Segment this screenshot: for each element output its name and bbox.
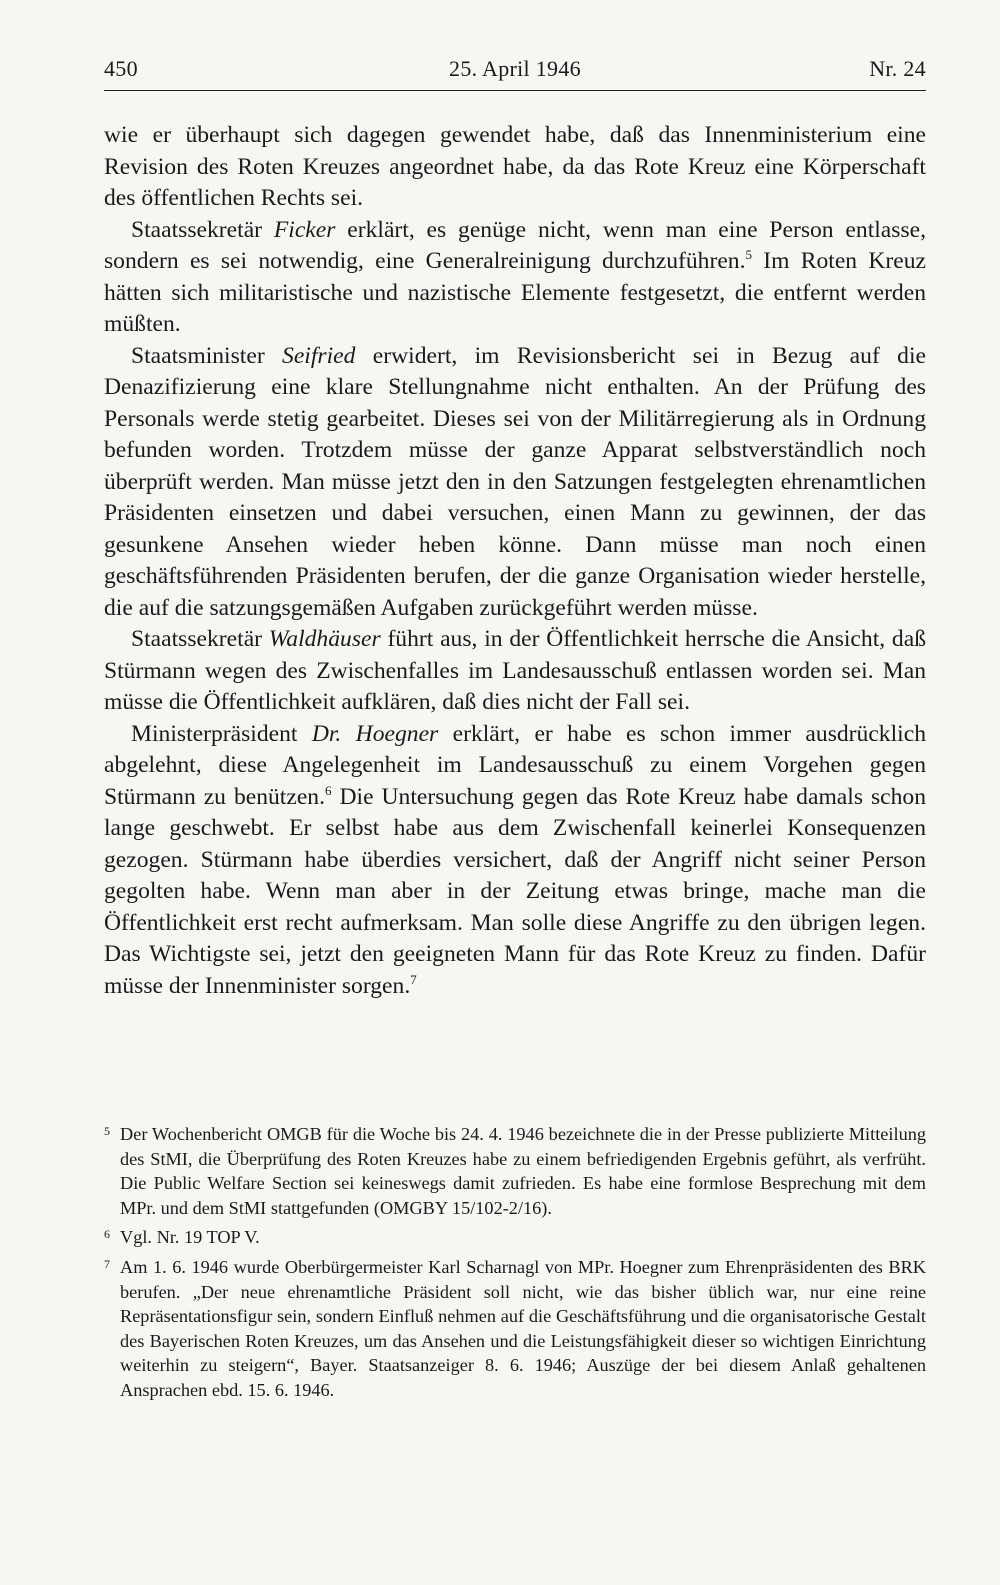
footnote-number: 7 [104, 1256, 110, 1271]
footnote-ref: 5 [745, 247, 752, 262]
speaker-name: Seifried [282, 342, 356, 369]
paragraph [104, 624, 926, 719]
paragraph-text: Die Untersuchung gegen das Rote Kreuz habe damals schon lange geschwebt. Er selbst habe aus dem Zwischenfall keinerlei Konsequenzen gezogen. Stürmann habe überdies versichert, daß der Angriff nicht seiner Person gegolten habe. Wenn man aber in der Zeitung etwas bringe, mache man die Öffentlichkeit erst recht aufmerksam. Man solle diese Angriffe zu den übrigen legen. Das Wichtigste sei, jetzt den geeigneten Mann für das Rote Kreuz zu finden. Dafür müsse der Innenminister sorgen. [104, 783, 927, 999]
header-date: 25. April 1946 [449, 56, 581, 81]
running-header [104, 56, 926, 91]
footnote-ref: 6 [325, 782, 332, 798]
paragraph-text: Ministerpräsident [131, 720, 312, 747]
speaker-name: Dr. Hoegner [311, 720, 439, 747]
paragraph-text: erwidert, im Revisionsbericht sei in Bezug auf die Denazifizierung eine klare Stellungnahme nicht enthalten. An der Prüfung des Personals werde stetig gearbeitet. Dieses sei von der Militärregierung als in Ordnung befunden worden. Trotzdem müsse der ganze Apparat selbstverständlich noch überprüft werden. Man müsse jetzt den in den Satzungen festgelegten ehrenamtlichen Präsidenten einsetzen und dabei versuchen, einen Mann zu gewinnen, der das gesunkene Ansehen wieder heben könne. Dann müsse man noch einen geschäftsführenden Präsidenten berufen, der die ganze Organisation wieder herstelle, die auf die satzungsgemäßen Aufgaben zurückgeführt werden müsse. [104, 342, 926, 621]
footnote-ref: 7 [410, 971, 417, 987]
main-text [104, 120, 926, 1002]
paragraph-text: wie er überhaupt sich dagegen gewendet habe, daß das Innenministerium eine Revision des Roten Kreuzes angeordnet habe, da das Rote Kreuz eine Körperschaft des öffentlichen Rechts sei. [104, 122, 926, 211]
paragraph-text: Staatssekretär [131, 216, 274, 243]
paragraph [104, 120, 926, 215]
footnote-text: Am 1. 6. 1946 wurde Oberbürgermeister Karl Scharnagl von MPr. Hoegner zum Ehrenpräsidenten des BRK berufen. „Der neue ehrenamtliche Präsident soll nicht, wie das bisher üblich war, nur eine reine Repräsentationsfigur sein, sondern Einfluß nehmen auf die Geschäftsführung und die organisatorische Gestalt des Bayerischen Roten Kreuzes, um das Ansehen und die Leistungsfähigkeit dieser so wichtigen Einrichtung weiterhin zu steigern“, Bayer. Staatsanzeiger 8. 6. 1946; Auszüge der bei diesem Anlaß gehaltenen Ansprachen ebd. 15. 6. 1946. [120, 1256, 926, 1400]
footnote [104, 1255, 926, 1403]
paragraph-text: Im Roten Kreuz hätten sich militaristische und nazistische Elemente festgesetzt, die entfernt werden müßten. [104, 248, 926, 337]
document-number: Nr. 24 [869, 56, 926, 81]
footnote [104, 1225, 926, 1250]
footnote-number: 5 [104, 1124, 110, 1138]
paragraph-text: Staatsminister [131, 342, 283, 369]
footnote-text: Vgl. Nr. 19 TOP V. [120, 1227, 260, 1248]
paragraph [104, 719, 926, 1003]
paragraph-text: Staatssekretär [131, 626, 269, 652]
speaker-name: Waldhäuser [268, 626, 381, 652]
paragraph [104, 341, 926, 625]
paragraph-text: erklärt, er habe es schon immer ausdrücklich abgelehnt, diese Angelegenheit im Landesausschuß zu einem Vorgehen gegen Stürmann zu benützen. [104, 720, 926, 810]
footnote [104, 1122, 926, 1220]
paragraph [104, 215, 926, 341]
speaker-name: Ficker [273, 216, 336, 243]
page-number: 450 [104, 56, 138, 81]
paragraph-text: führt aus, in der Öffentlichkeit herrsche die Ansicht, daß Stürmann wegen des Zwischenfalles im Landesausschuß entlassen worden sei. Man müsse die Öffentlichkeit aufklären, daß dies nicht der Fall sei. [104, 626, 926, 715]
footnotes [104, 1122, 926, 1408]
paragraph-text: erklärt, es genüge nicht, wenn man eine Person entlasse, sondern es sei notwendig, eine Generalreinigung durchzuführen. [104, 216, 927, 274]
footnote-text: Der Wochenbericht OMGB für die Woche bis 24. 4. 1946 bezeichnete die in der Presse publizierte Mitteilung des StMI, die Überprüfung des Roten Kreuzes habe zu einem befriedigenden Ergebnis geführt, als verfrüht. Die Public Welfare Section sei keineswegs damit zufrieden. Es habe eine formlose Besprechung mit dem MPr. und dem StMI stattgefunden (OMGBY 15/102-2/16). [120, 1124, 926, 1218]
footnote-number: 6 [104, 1227, 110, 1242]
